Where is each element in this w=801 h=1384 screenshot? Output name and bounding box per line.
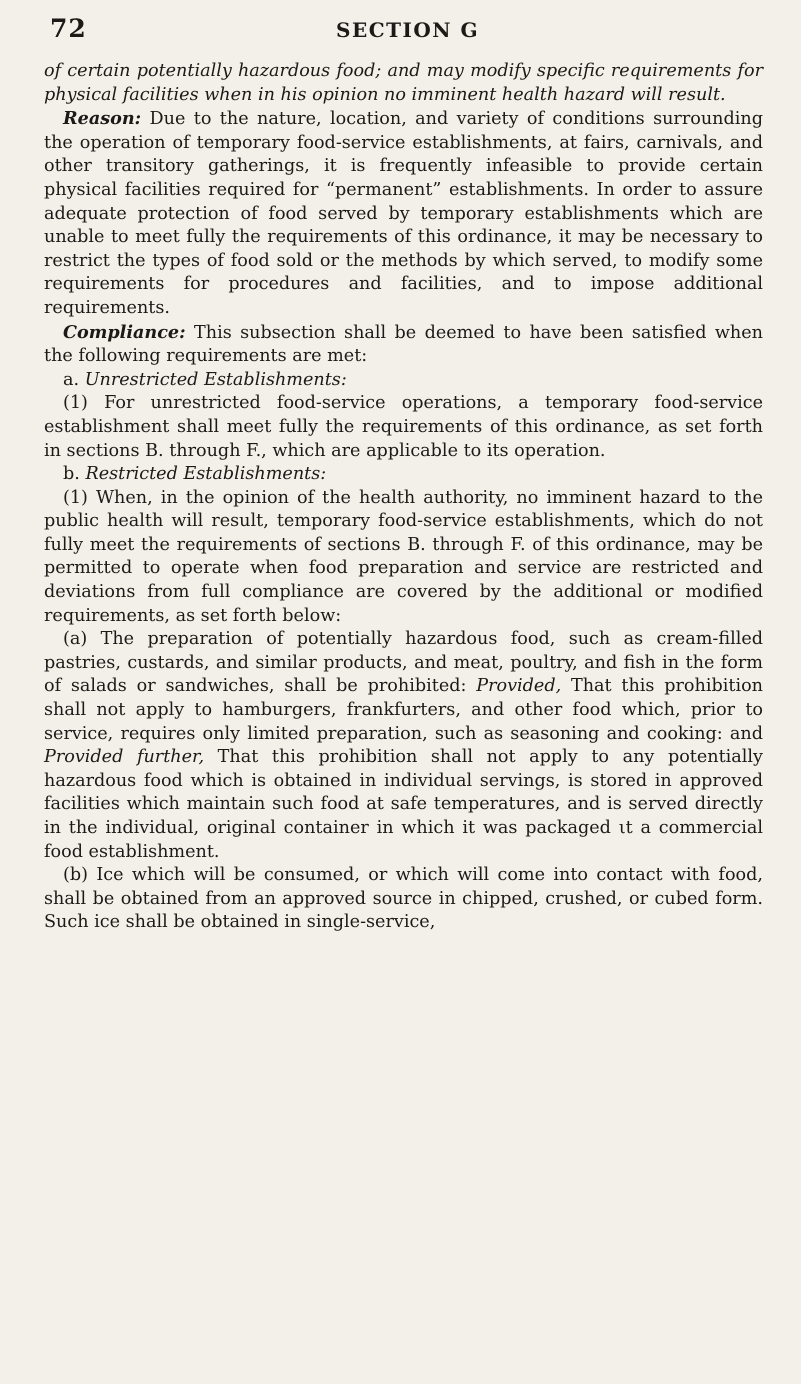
item-b-marker: b. (63, 464, 86, 485)
provided-term: Provided, (476, 676, 562, 697)
body-text (44, 60, 763, 935)
compliance-paragraph (44, 321, 763, 369)
subparagraph-a-text-2: That this prohibition shall not apply to hamburgers, frankfurters, and other food which, prior to service, requires only limited preparation, such as seasoning and cooking: and (44, 676, 763, 744)
intro-paragraph: of certain potentially hazardous food; and may modify specific requirements for physical facilities when in his opinion no imminent health hazard will result. (44, 61, 763, 105)
item-a-marker: a. (63, 369, 85, 390)
document-page (44, 14, 763, 935)
item-b-subparagraph-a (44, 628, 763, 864)
item-b-paragraph-1: (1) When, in the opinion of the health authority, no imminent hazard to the public health will result, temporary food-service establishments, which do not fully meet the requirements of sections B. through F. of this ordinance, may be permitted to operate when food preparation and service are restricted and deviations from full compliance are covered by the additional or modified requirements, as set forth below: (44, 487, 763, 626)
item-a-paragraph-1: (1) For unrestricted food-service operations, a temporary food-service establishment shall meet fully the requirements of this ordinance, as set forth in sections B. through F., which are applicable to its operation. (44, 393, 763, 461)
running-head: SECTION G (336, 18, 480, 42)
reason-text: Due to the nature, location, and variety of conditions surrounding the operation of temporary food-service establishments, at fairs, carnivals, and other transitory gatherings, it is frequently infeasible to provide certain physical facilities required for “permanent” establishments. In order to assure adequate protection of food served by temporary establishments which are unable to meet fully the requirements of this ordinance, it may be necessary to restrict the types of food sold or the methods by which served, to modify some requirements for procedures and facilities, and to impose additional requirements. (44, 109, 763, 318)
item-a-title: Unrestricted Establishments: (84, 369, 347, 390)
page-header (44, 14, 763, 52)
compliance-label: Compliance: (63, 321, 186, 343)
reason-label: Reason: (63, 108, 142, 130)
item-a-heading (44, 369, 763, 393)
item-b-subparagraph-b: (b) Ice which will be consumed, or which will come into contact with food, shall be obtained from an approved source in chipped, crushed, or cubed form. Such ice shall be obtained in single-service, (44, 865, 763, 933)
page-number: 72 (50, 14, 87, 43)
compliance-text: This subsection shall be deemed to have been satisfied when the following requirements are met: (44, 322, 763, 367)
subparagraph-a-text-1: (a) The preparation of potentially hazardous food, such as cream-filled pastries, custards, and similar products, and meat, poultry, and fish in the form of salads or sandwiches, shall be prohibited: (44, 629, 763, 697)
subparagraph-a-text-3: That this prohibition shall not apply to any potentially hazardous food which is obtained in individual servings, is stored in approved facilities which maintain such food at safe temperatures, and is served directly in the individual, original container in which it was packaged ιt a commercial food establishment. (44, 747, 763, 862)
provided-further-term: Provided further, (44, 747, 205, 768)
reason-paragraph (44, 107, 763, 320)
item-b-heading (44, 463, 763, 487)
item-b-title: Restricted Establishments: (85, 464, 327, 485)
